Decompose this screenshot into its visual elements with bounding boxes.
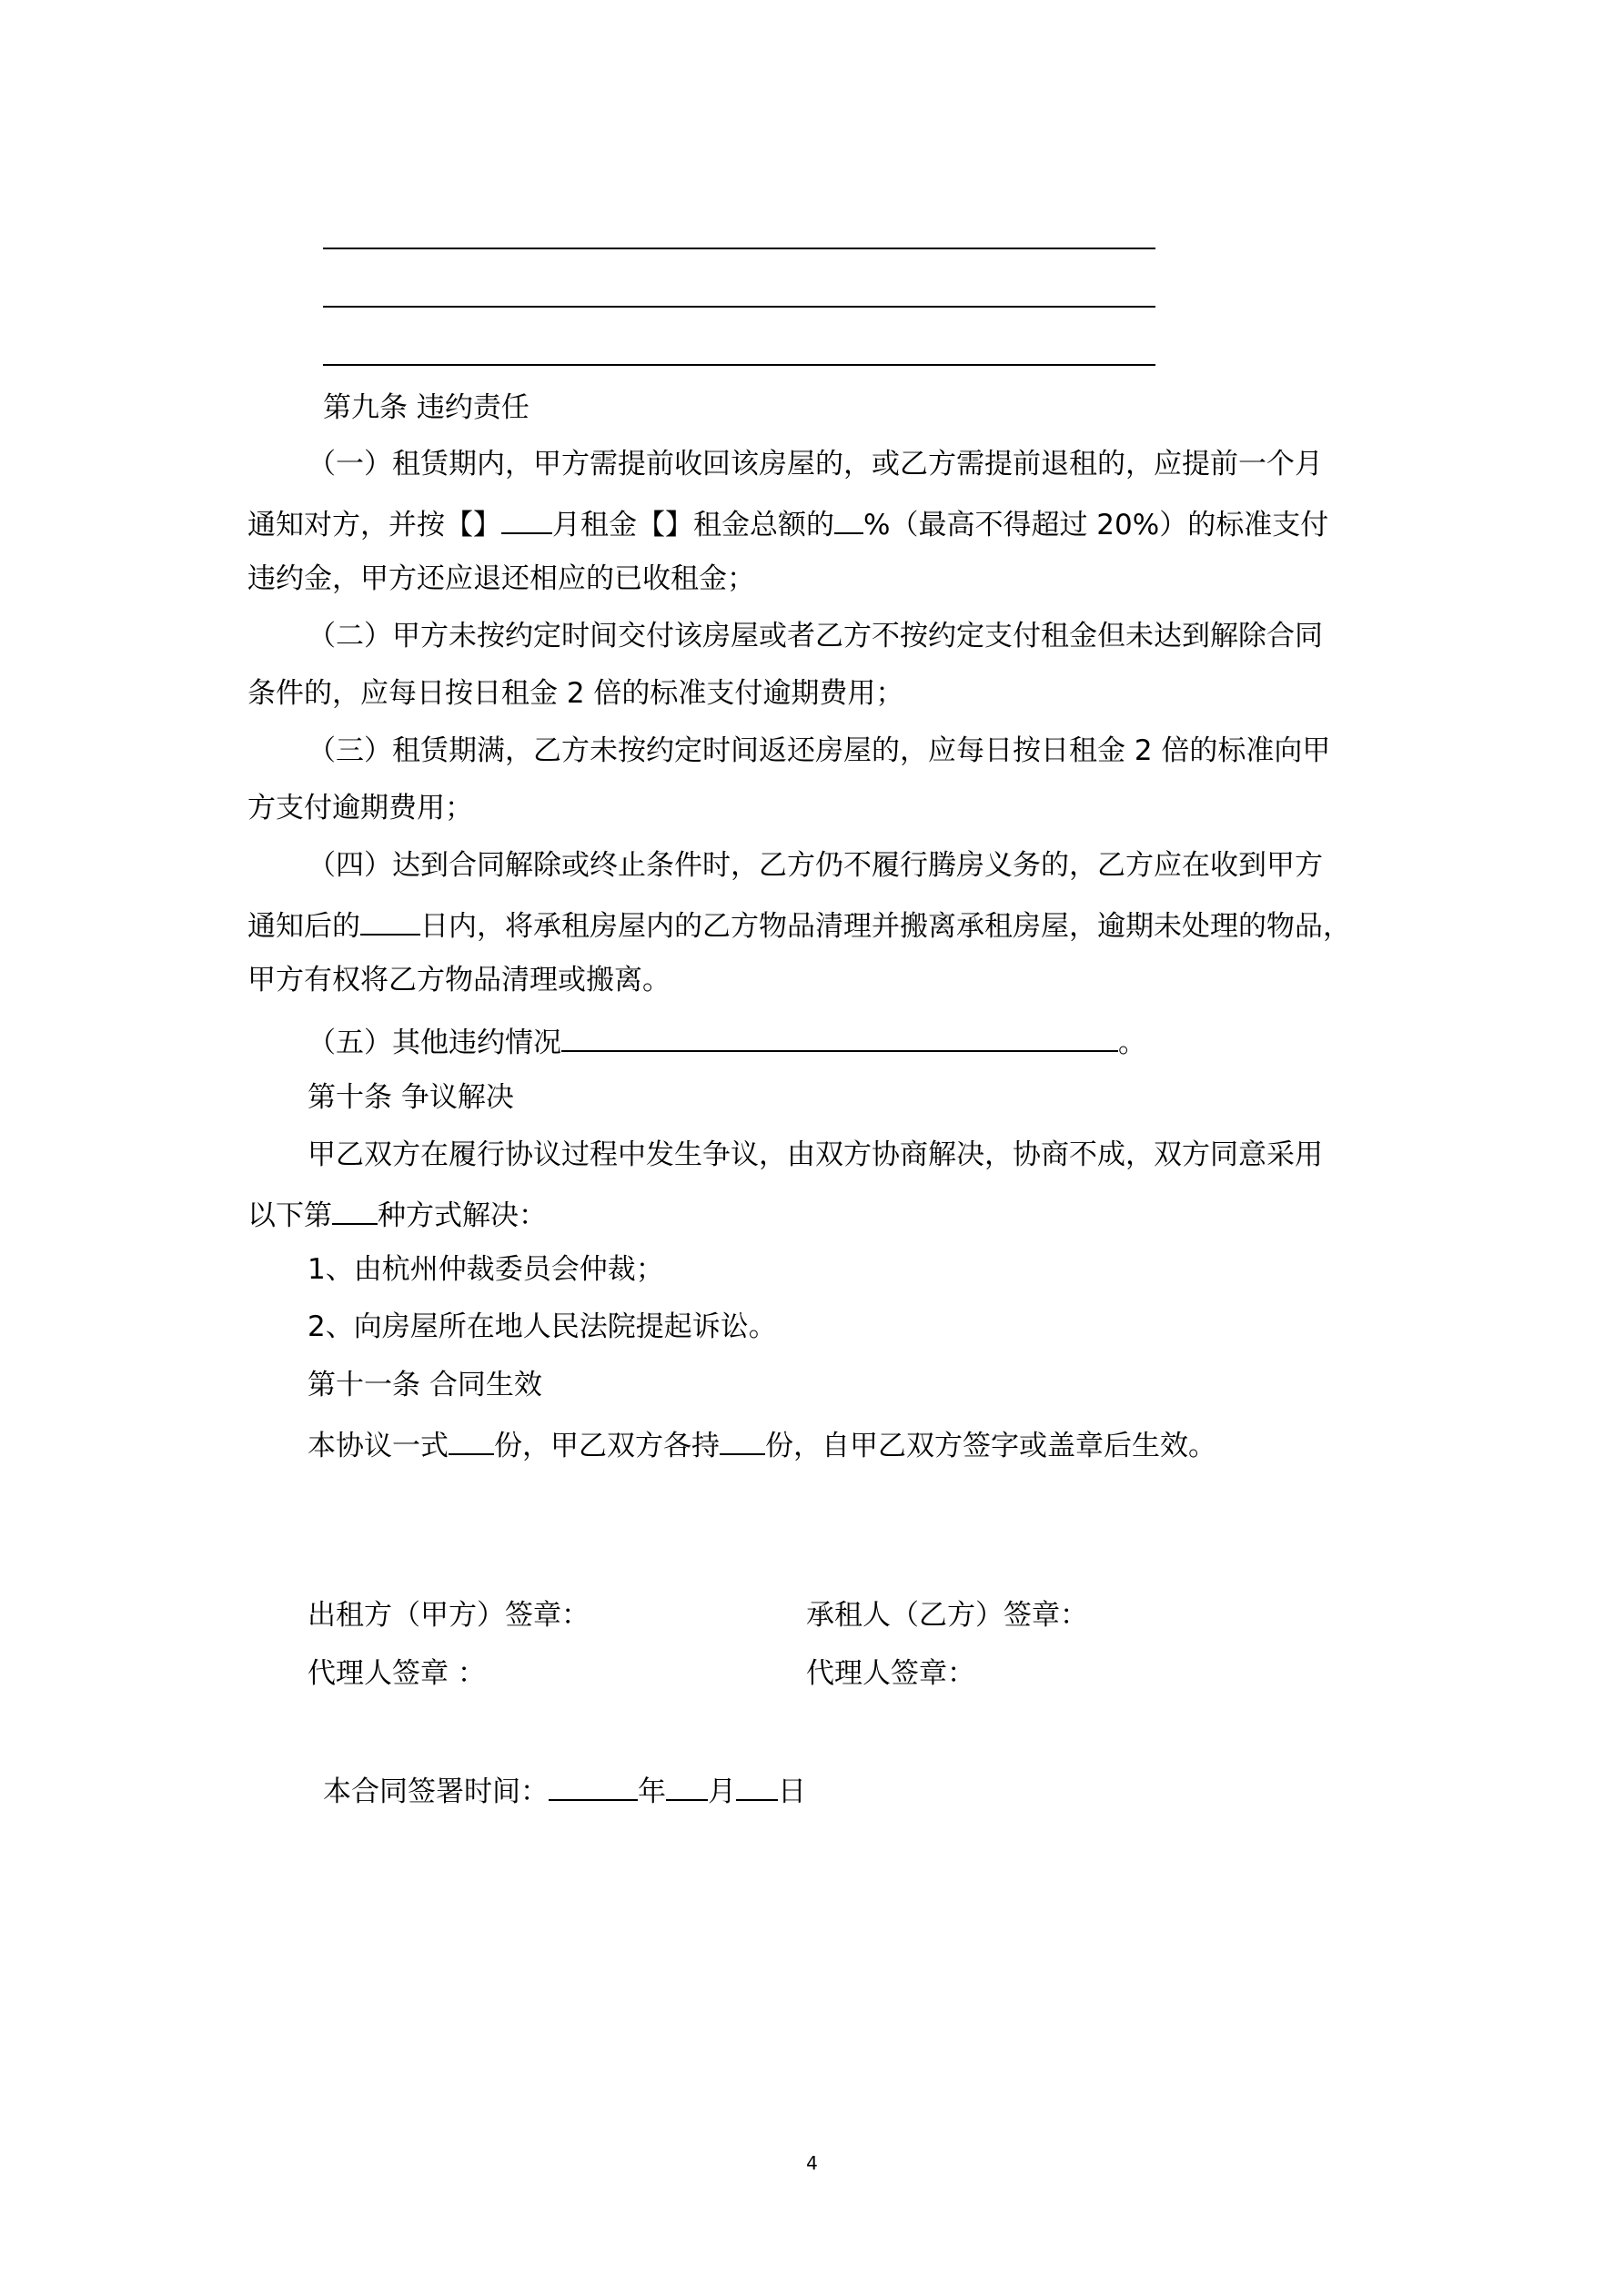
- lessee-agent-signature-label: 代理人签章：: [806, 1657, 975, 1690]
- article9-item1-line3: 违约金，甲方还应退还相应的已收租金；: [247, 562, 755, 595]
- blank-day: [736, 1770, 778, 1801]
- article10-line2: [247, 1194, 547, 1234]
- article10-line1: 甲乙双方在履行协议过程中发生争议，由双方协商解决，协商不成，双方同意采用: [308, 1138, 1323, 1171]
- article9-item1-line1: （一）租赁期内，甲方需提前收回该房屋的，或乙方需提前退租的，应提前一个月: [308, 448, 1323, 480]
- lessor-agent-signature-label: 代理人签章 ：: [308, 1657, 486, 1690]
- article9-item2-line2: 条件的，应每日按日租金 2 倍的标准支付逾期费用；: [247, 677, 904, 710]
- article9-item3-line1: （三）租赁期满，乙方未按约定时间返还房屋的，应每日按日租金 2 倍的标准向甲: [308, 734, 1331, 767]
- blank-method: [332, 1194, 378, 1225]
- article11-line: [308, 1424, 1216, 1464]
- blank-months: [501, 503, 552, 534]
- article9-item4-line1: （四）达到合同解除或终止条件时，乙方仍不履行腾房义务的，乙方应在收到甲方: [308, 849, 1323, 882]
- article9-item1-line2: [247, 503, 1328, 543]
- sign-date-month: 月: [708, 1775, 736, 1808]
- article9-item2-line1: （二）甲方未按约定时间交付该房屋或者乙方不按约定支付租金但未达到解除合同: [308, 620, 1323, 652]
- article9-item5: [308, 1021, 1146, 1061]
- article11-line-c: 份，自甲乙双方签字或盖章后生效。: [765, 1430, 1216, 1462]
- blank-year: [549, 1770, 638, 1801]
- article11-title: 第十一条 合同生效: [308, 1369, 542, 1401]
- blank-copies-total: [449, 1424, 494, 1455]
- blank-other-breach: [561, 1021, 1118, 1052]
- article9-item1-line2-c: %（最高不得超过 20%）的标准支付: [863, 509, 1329, 541]
- blank-month: [666, 1770, 708, 1801]
- article10-option1: 1、由杭州仲裁委员会仲裁；: [308, 1253, 664, 1286]
- sign-date: [323, 1770, 806, 1810]
- sign-date-label: 本合同签署时间：: [323, 1775, 549, 1808]
- article9-item4-line2: [247, 905, 1351, 945]
- blank-fill-line: [323, 306, 1155, 308]
- article10-line2-b: 种方式解决：: [378, 1199, 547, 1232]
- lessor-signature-label: 出租方（甲方）签章：: [308, 1599, 590, 1632]
- lessee-signature-label: 承租人（乙方）签章：: [806, 1599, 1088, 1632]
- blank-percent: [834, 503, 863, 534]
- article9-item1-line2-b: 月租金【】租金总额的: [552, 509, 834, 541]
- article9-item3-line2: 方支付逾期费用；: [247, 792, 473, 824]
- blank-days: [360, 905, 420, 936]
- article9-title: 第九条 违约责任: [323, 391, 530, 424]
- article9-item5-label: （五）其他违约情况: [308, 1027, 561, 1059]
- article9-item4-line2-a: 通知后的: [247, 910, 360, 943]
- article9-item1-line2-a: 通知对方，并按【】: [247, 509, 501, 541]
- article11-line-a: 本协议一式: [308, 1430, 449, 1462]
- article9-item4-line3: 甲方有权将乙方物品清理或搬离。: [247, 964, 671, 996]
- article10-option2: 2、向房屋所在地人民法院提起诉讼。: [308, 1310, 777, 1343]
- blank-copies-each: [720, 1424, 765, 1455]
- article11-line-b: 份，甲乙双方各持: [494, 1430, 720, 1462]
- article9-item4-line2-b: 日内，将承租房屋内的乙方物品清理并搬离承租房屋，逾期未处理的物品，: [420, 910, 1351, 943]
- article10-title: 第十条 争议解决: [308, 1081, 514, 1114]
- blank-fill-line: [323, 248, 1155, 249]
- sign-date-day: 日: [778, 1775, 806, 1808]
- article9-item5-end: 。: [1118, 1027, 1146, 1059]
- sign-date-year: 年: [638, 1775, 666, 1808]
- blank-fill-line: [323, 364, 1155, 366]
- page-number: 4: [806, 2152, 818, 2174]
- article10-line2-a: 以下第: [247, 1199, 332, 1232]
